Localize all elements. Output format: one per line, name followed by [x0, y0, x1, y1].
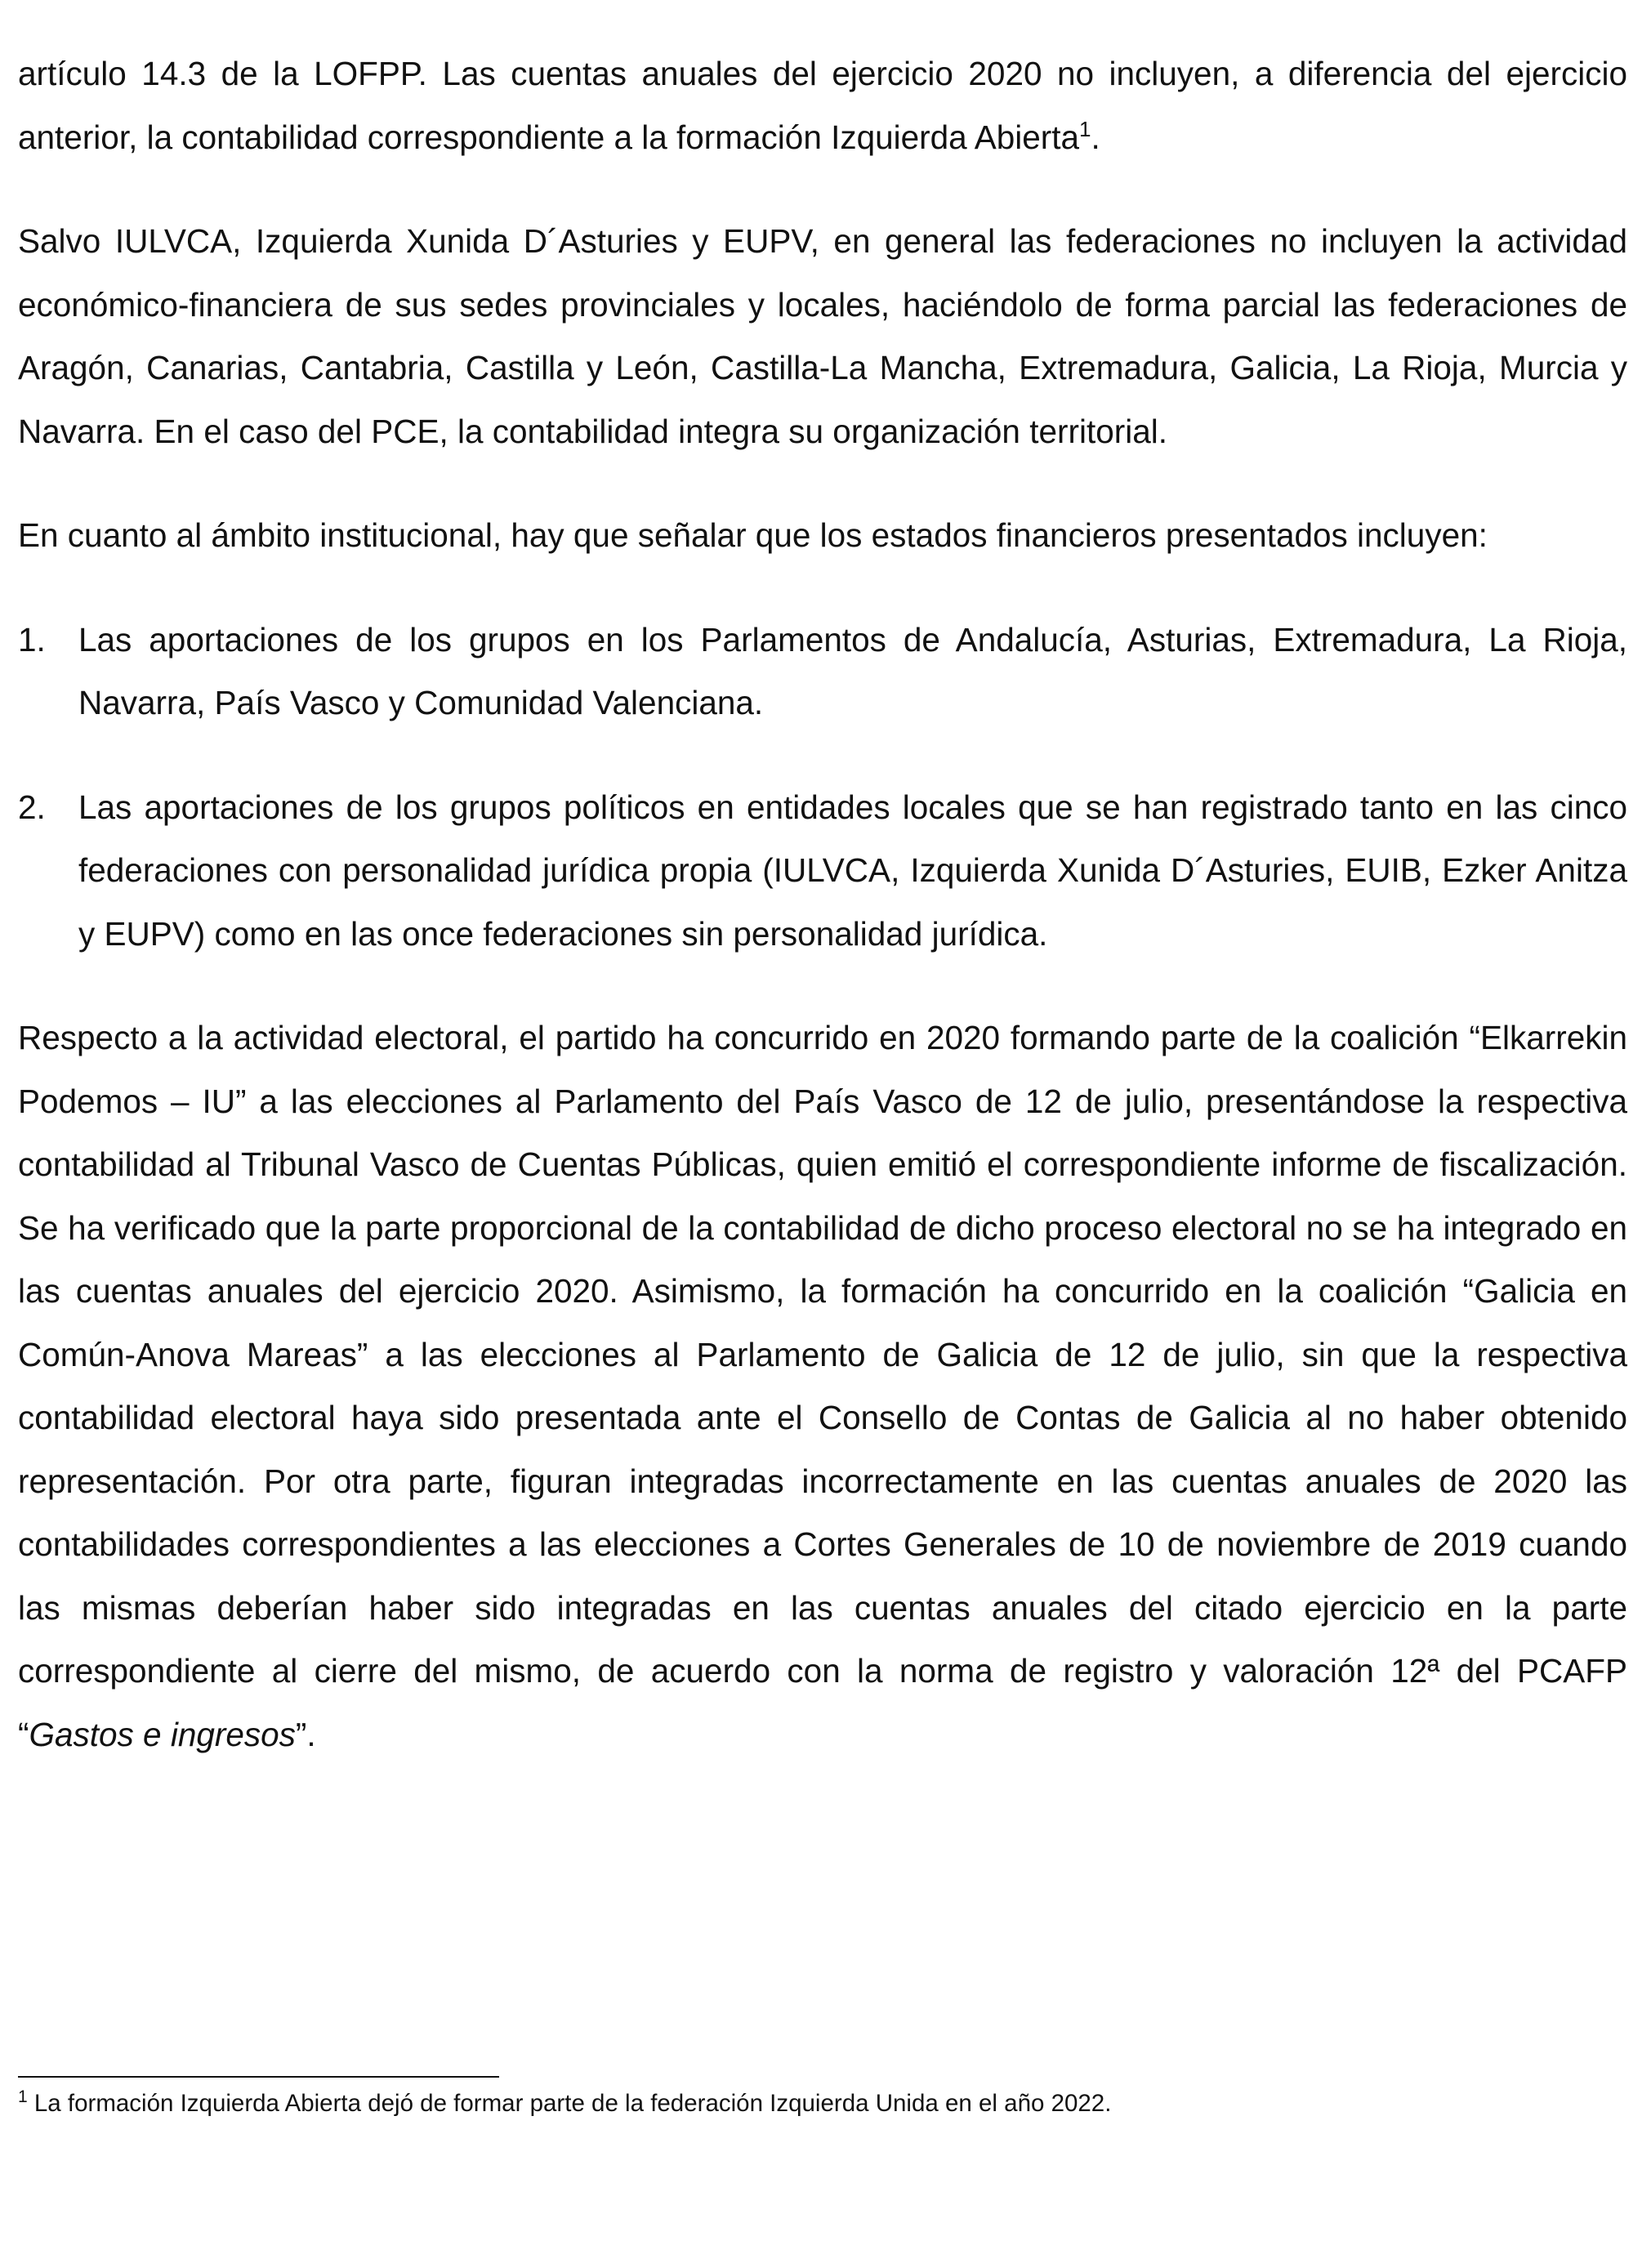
- footnote: [18, 2087, 1627, 2120]
- paragraph-federaciones: Salvo IULVCA, Izquierda Xunida D´Asturies y EUPV, en general las federaciones no incluyen la actividad económico-financiera de sus sedes provinciales y locales, haciéndolo de forma parcial las federaciones de Aragón, Canarias, Cantabria, Castilla y León, Castilla-La Mancha, Extremadura, Galicia, La Rioja, Murcia y Navarra. En el caso del PCE, la contabilidad integra su organización territorial.: [18, 222, 1627, 450]
- footnote-reference[interactable]: 1: [1079, 116, 1091, 141]
- list-item: [18, 609, 1627, 735]
- paragraph-actividad-electoral: [18, 1007, 1627, 1766]
- footnote-separator: [18, 2076, 499, 2078]
- list-number: 1.: [18, 620, 46, 659]
- footnote-text: La formación Izquierda Abierta dejó de formar parte de la federación Izquierda Unida en el año 2022.: [27, 2090, 1112, 2117]
- paragraph-end: ”.: [295, 1715, 316, 1753]
- paragraph-ambito-institucional: En cuanto al ámbito institucional, hay que señalar que los estados financieros presentados incluyen:: [18, 516, 1488, 554]
- paragraph-text: artículo 14.3 de la LOFPP. Las cuentas anuales del ejercicio 2020 no incluyen, a diferencia del ejercicio anterior, la contabilidad correspondiente a la formación Izquierda Abierta: [18, 55, 1627, 156]
- numbered-list: [18, 609, 1627, 967]
- paragraph-lofpp-intro: [18, 42, 1627, 169]
- paragraph-text: Respecto a la actividad electoral, el partido ha concurrido en 2020 formando parte de la coalición “Elkarrekin Podemos – IU” a las elecciones al Parlamento del País Vasco de 12 de julio, presentándose la respectiva contabilidad al Tribunal Vasco de Cuentas Públicas, quien emitió el correspondiente informe de fiscalización. Se ha verificado que la parte proporcional de la contabilidad de dicho proceso electoral no se ha integrado en las cuentas anuales del ejercicio 2020. Asimismo, la formación ha concurrido en la coalición “Galicia en Común-Anova Mareas” a las elecciones al Parlamento de Galicia de 12 de julio, sin que la respectiva contabilidad electoral haya sido presentada ante el Consello de Contas de Galicia al no haber obtenido representación. Por otra parte, figuran integradas incorrectamente en las cuentas anuales de 2020 las contabilidades correspondientes a las elecciones a Cortes Generales de 10 de noviembre de 2019 cuando las mismas deberían haber sido integradas en las cuentas anuales del citado ejercicio en la parte correspondiente al cierre del mismo, de acuerdo con la norma de registro y valoración 12ª del PCAFP “: [18, 1019, 1627, 1753]
- footnote-marker: 1: [18, 2087, 28, 2106]
- paragraph-end: .: [1091, 118, 1100, 156]
- list-item-text: Las aportaciones de los grupos en los Parlamentos de Andalucía, Asturias, Extremadura, La Rioja, Navarra, País Vasco y Comunidad Valenciana.: [78, 620, 1627, 721]
- list-number: 2.: [18, 788, 46, 826]
- list-item-text: Las aportaciones de los grupos políticos en entidades locales que se han registrado tanto en las cinco federaciones con personalidad jurídica propia (IULVCA, Izquierda Xunida D´Asturies, EUIB, Ezker Anitza y EUPV) como en las once federaciones sin personalidad jurídica.: [78, 788, 1627, 953]
- list-item: [18, 776, 1627, 967]
- document-body: [18, 42, 1627, 1807]
- italic-title: Gastos e ingresos: [29, 1715, 296, 1753]
